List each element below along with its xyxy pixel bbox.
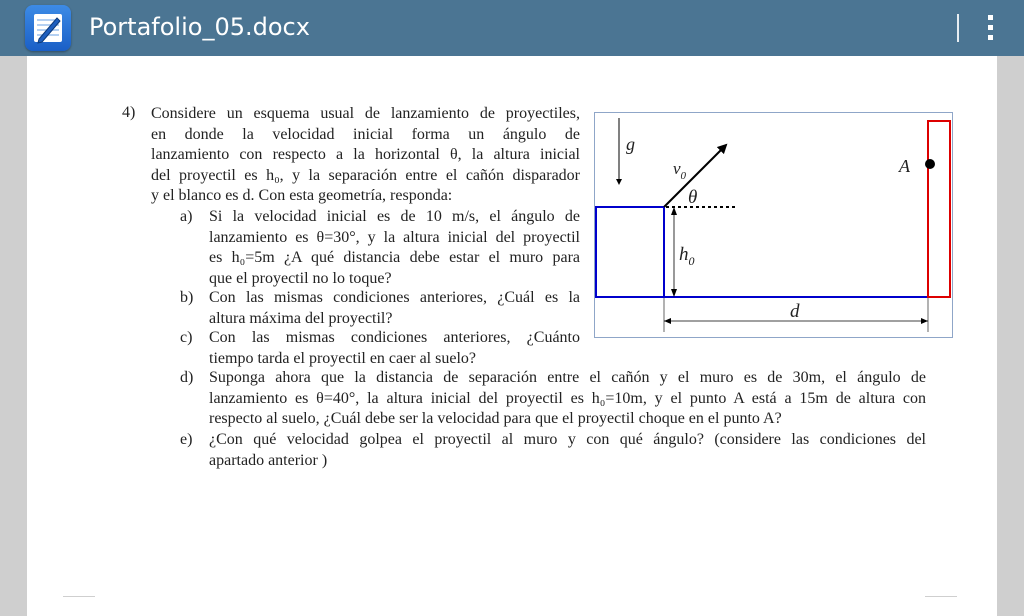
page-margin-mark-left bbox=[63, 596, 95, 597]
item-line: Suponga ahora que la distancia de separación entre el cañón y el muro es de 30m, el ángulo de bbox=[209, 369, 926, 386]
item-line: Si la velocidad inicial es de 10 m/s, el ángulo de bbox=[209, 208, 580, 225]
distance-arrow-right bbox=[921, 318, 928, 324]
item-label: a) bbox=[180, 208, 193, 225]
item-label: e) bbox=[180, 431, 193, 448]
document-page[interactable] bbox=[27, 56, 997, 616]
figure-frame bbox=[595, 113, 953, 338]
item-line: respecto al suelo, ¿Cuál debe ser la velocidad para que el proyectil choque en el punto A? bbox=[209, 410, 782, 427]
document-edit-icon[interactable] bbox=[25, 5, 71, 51]
item-line: Con las mismas condiciones anteriores, ¿Cuánto bbox=[209, 329, 580, 346]
item-line: altura máxima del proyectil? bbox=[209, 309, 393, 327]
item-line: Con las mismas condiciones anteriores, ¿Cuál es la bbox=[209, 289, 580, 306]
intro-line: Considere un esquema usual de lanzamiento de proyectiles, bbox=[151, 105, 580, 122]
distance-label: d bbox=[790, 301, 800, 322]
item-line: lanzamiento es θ=30°, y la altura inicial del proyectil bbox=[209, 228, 580, 246]
target-wall bbox=[928, 121, 950, 297]
item-line: lanzamiento es θ=40°, la altura inicial del proyectil es h₀=10m, y el punto A está a 15m de altura con bbox=[209, 389, 926, 407]
item-label: c) bbox=[180, 329, 193, 346]
item-line: es h₀=5m ¿A qué distancia debe estar el muro para bbox=[209, 249, 580, 266]
cannon-platform bbox=[596, 207, 664, 297]
intro-line: en donde la velocidad inicial forma un ángulo de bbox=[151, 125, 580, 143]
item-label: b) bbox=[180, 289, 194, 306]
point-a-label: A bbox=[899, 156, 910, 176]
distance-arrow-left bbox=[664, 318, 671, 324]
projectile-figure bbox=[594, 112, 953, 338]
app-bar bbox=[0, 0, 1024, 56]
more-vert-icon[interactable] bbox=[979, 12, 1003, 44]
document-title: Portafolio_05.docx bbox=[89, 13, 310, 41]
question-intro bbox=[151, 104, 580, 207]
item-line: apartado anterior ) bbox=[209, 451, 328, 469]
item-label: d) bbox=[180, 369, 194, 386]
height-label: $h_0$ bbox=[679, 244, 695, 268]
intro-line: del proyectil es h₀, y la separación entre el cañón disparador bbox=[151, 166, 580, 184]
angle-label: θ bbox=[688, 187, 698, 208]
velocity-label: $v_0$ bbox=[673, 159, 687, 182]
item-line: tiempo tarda el proyectil en caer al suelo? bbox=[209, 349, 476, 367]
question-number: 4) bbox=[122, 104, 136, 121]
page-margin-mark-right bbox=[925, 596, 957, 597]
gravity-label: g bbox=[626, 134, 635, 154]
height-arrow-top bbox=[671, 207, 677, 215]
item-line: que el proyectil no lo toque? bbox=[209, 269, 392, 287]
intro-line: y el blanco es d. Con esta geometría, responda: bbox=[151, 187, 453, 204]
intro-line: lanzamiento con respecto a la horizontal θ, la altura inicial bbox=[151, 146, 580, 163]
appbar-divider bbox=[957, 14, 959, 42]
height-arrow-bottom bbox=[671, 289, 677, 297]
item-line: ¿Con qué velocidad golpea el proyectil al muro y con qué ángulo? (considere las condiciones del bbox=[209, 431, 926, 448]
point-a bbox=[925, 159, 935, 169]
